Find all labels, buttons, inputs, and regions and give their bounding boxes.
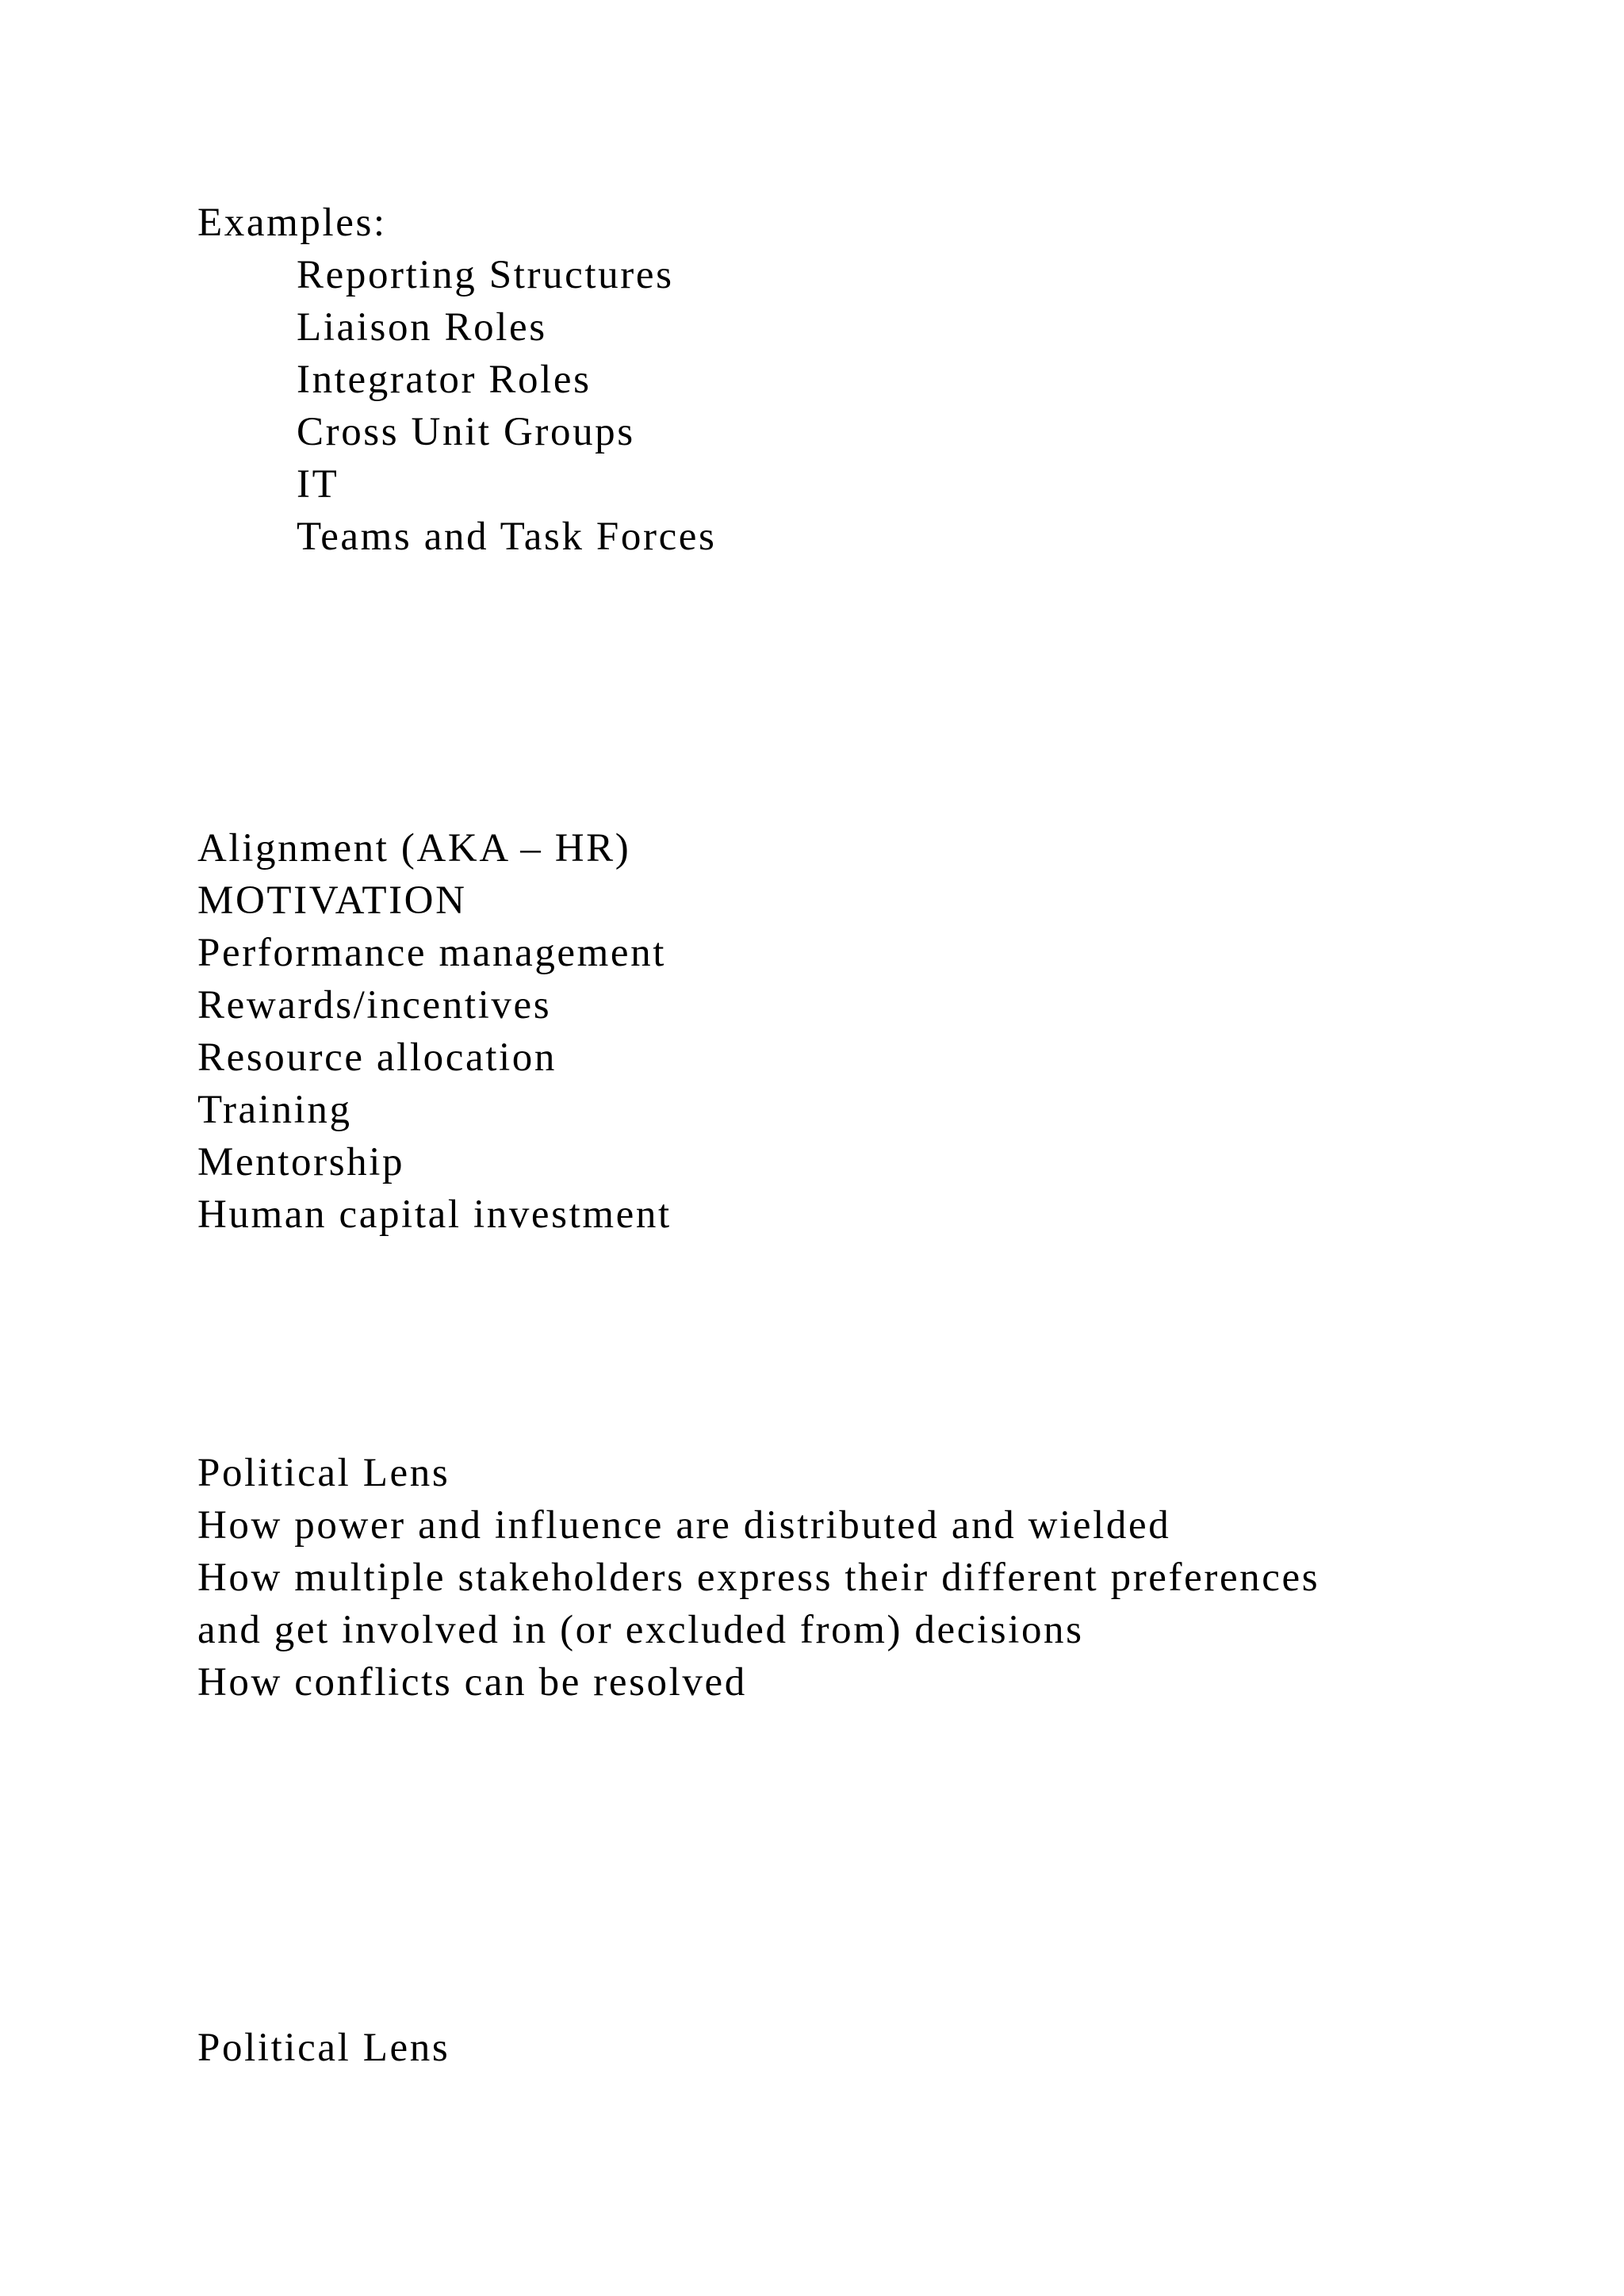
examples-item: Cross Unit Groups — [297, 410, 635, 454]
political-lens-section — [197, 1447, 1506, 1709]
political-lens-heading: Political Lens — [197, 1451, 450, 1495]
alignment-line: Human capital investment — [197, 1192, 672, 1237]
examples-item: IT — [297, 462, 339, 507]
political-lens-line: How conflicts can be resolved — [197, 1660, 747, 1705]
political-lens-line: How multiple stakeholders express their different preferences — [197, 1556, 1320, 1600]
examples-item: Integrator Roles — [297, 358, 592, 402]
alignment-line: MOTIVATION — [197, 878, 467, 923]
examples-item: Teams and Task Forces — [297, 515, 717, 559]
alignment-line: Performance management — [197, 931, 667, 975]
examples-section — [197, 197, 1506, 563]
political-lens-line: and get involved in (or excluded from) decisions — [197, 1608, 1084, 1652]
alignment-heading: Alignment (AKA – HR) — [197, 826, 631, 871]
political-lens-heading-2: Political Lens — [197, 2026, 450, 2070]
alignment-section — [197, 822, 1506, 1241]
alignment-line: Resource allocation — [197, 1035, 557, 1080]
alignment-line: Training — [197, 1088, 352, 1132]
political-lens-section-2 — [197, 2022, 1506, 2074]
examples-item: Reporting Structures — [297, 253, 674, 297]
alignment-line: Mentorship — [197, 1140, 405, 1184]
alignment-line: Rewards/incentives — [197, 983, 552, 1027]
political-lens-line: How power and influence are distributed and wielded — [197, 1503, 1171, 1548]
examples-item: Liaison Roles — [297, 305, 547, 350]
examples-heading: Examples: — [197, 201, 387, 245]
